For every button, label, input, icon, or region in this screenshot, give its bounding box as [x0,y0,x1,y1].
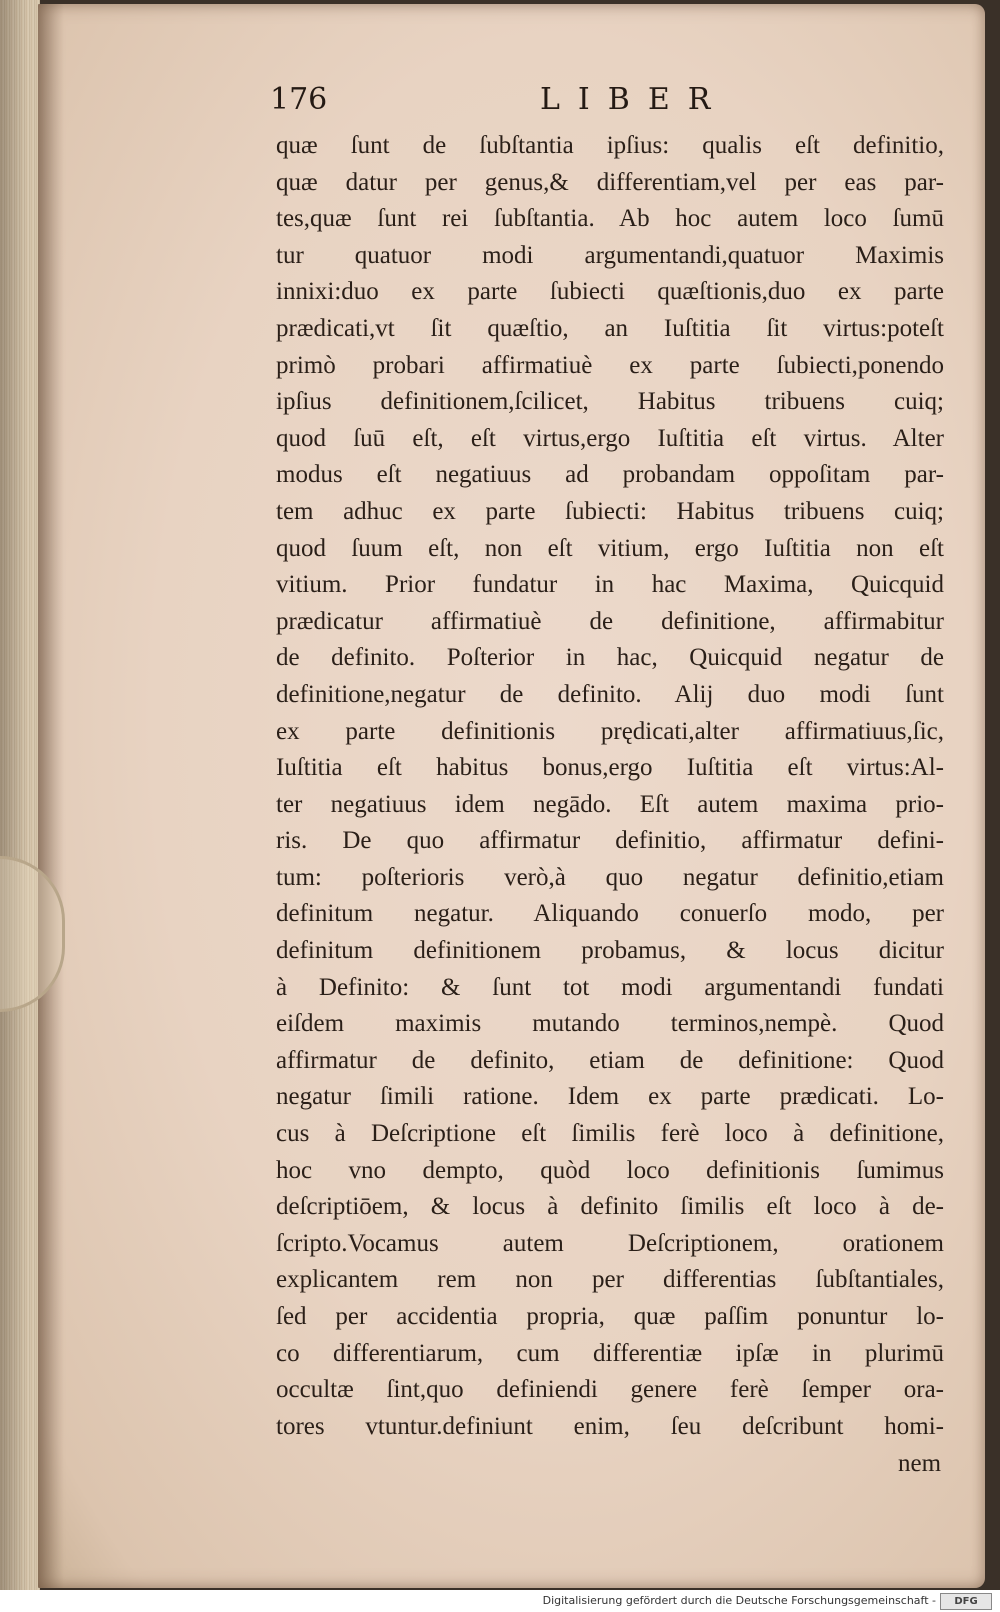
text-line: explicantem rem non per differentias ſubſtantiales, [276,1266,944,1294]
text-line: innixi:duo ex parte ſubiecti quæſtionis,duo ex parte [276,278,944,306]
running-head: LIBER [540,82,729,117]
text-line: quæ ſunt de ſubſtantia ipſius: qualis eſt definitio, [276,132,944,159]
footer-bar [0,1590,1000,1612]
footer-credit: Digitalisierung gefördert durch die Deutsche Forschungsgemeinschaft - [542,1594,936,1607]
page-number: 176 [270,82,328,117]
dfg-logo: DFG [940,1593,992,1610]
text-line: à Definito: & ſunt tot modi argumentandi fundati [276,973,944,1001]
text-line: definitione,negatur de definito. Alij duo modi ſunt [276,680,944,708]
text-line: definitum definitionem probamus, & locus dicitur [276,937,944,965]
book-page-edges [0,0,40,1590]
text-line: cus à Deſcriptione eſt ſimilis ferè loco à definitione, [276,1120,944,1148]
text-line: tes,quæ ſunt rei ſubſtantia. Ab hoc autem loco ſumū [276,205,944,233]
text-line: primò probari affirmatiuè ex parte ſubiecti,ponendo [276,351,944,379]
text-line: vitium. Prior fundatur in hac Maxima, Quicquid [276,571,944,599]
page-header [0,82,1000,122]
text-line: prædicatur affirmatiuè de definitione, affirmabitur [276,607,944,635]
text-line: prædicati,vt ſit quæſtio, an Iuſtitia ſit virtus:poteſt [276,314,944,342]
text-line: tores vtuntur.definiunt enim, ſeu deſcribunt homi- [276,1412,944,1440]
catchword: nem [898,1450,942,1477]
text-line: tur quatuor modi argumentandi,quatuor Maximis [276,241,944,269]
text-line: co differentiarum, cum differentiæ ipſæ in plurimū [276,1339,944,1367]
text-line: eiſdem maximis mutando terminos,nempè. Quod [276,1010,944,1038]
text-line: quæ datur per genus,& differentiam,vel per eas par- [276,168,944,196]
body-text [276,128,944,1445]
text-line: tum: poſterioris verò,à quo negatur definitio,etiam [276,863,944,891]
text-line: ter negatiuus idem negādo. Eſt autem maxima prio- [276,790,944,818]
text-line: affirmatur de definito, etiam de definitione: Quod [276,1046,944,1074]
text-line: modus eſt negatiuus ad probandam oppoſitam par- [276,461,944,489]
text-line: hoc vno dempto, quòd loco definitionis ſumimus [276,1156,944,1184]
text-line: ris. De quo affirmatur definitio, affirmatur defini- [276,827,944,855]
text-line: Iuſtitia eſt habitus bonus,ergo Iuſtitia eſt virtus:Al- [276,754,944,782]
text-line: definitum negatur. Aliquando conuerſo modo, per [276,900,944,928]
text-line: ſcripto.Vocamus autem Deſcriptionem, orationem [276,1229,944,1257]
text-line: ipſius definitionem,ſcilicet, Habitus tribuens cuiq; [276,388,944,416]
text-line: ex parte definitionis prędicati,alter affirmatiuus,ſic, [276,717,944,745]
text-line: occultæ ſint,quo definiendi genere ferè ſemper ora- [276,1376,944,1404]
text-line: quod ſuū eſt, eſt virtus,ergo Iuſtitia eſt virtus. Alter [276,424,944,452]
text-line: deſcriptiōem, & locus à definito ſimilis eſt loco à de- [276,1193,944,1221]
text-line: quod ſuum eſt, non eſt vitium, ergo Iuſtitia non eſt [276,534,944,562]
page-gutter-shadow [38,4,64,1588]
text-line: negatur ſimili ratione. Idem ex parte prædicati. Lo- [276,1083,944,1111]
text-line: ſed per accidentia propria, quæ paſſim ponuntur lo- [276,1303,944,1330]
text-line: de definito. Poſterior in hac, Quicquid negatur de [276,644,944,672]
text-line: tem adhuc ex parte ſubiecti: Habitus tribuens cuiq; [276,497,944,525]
